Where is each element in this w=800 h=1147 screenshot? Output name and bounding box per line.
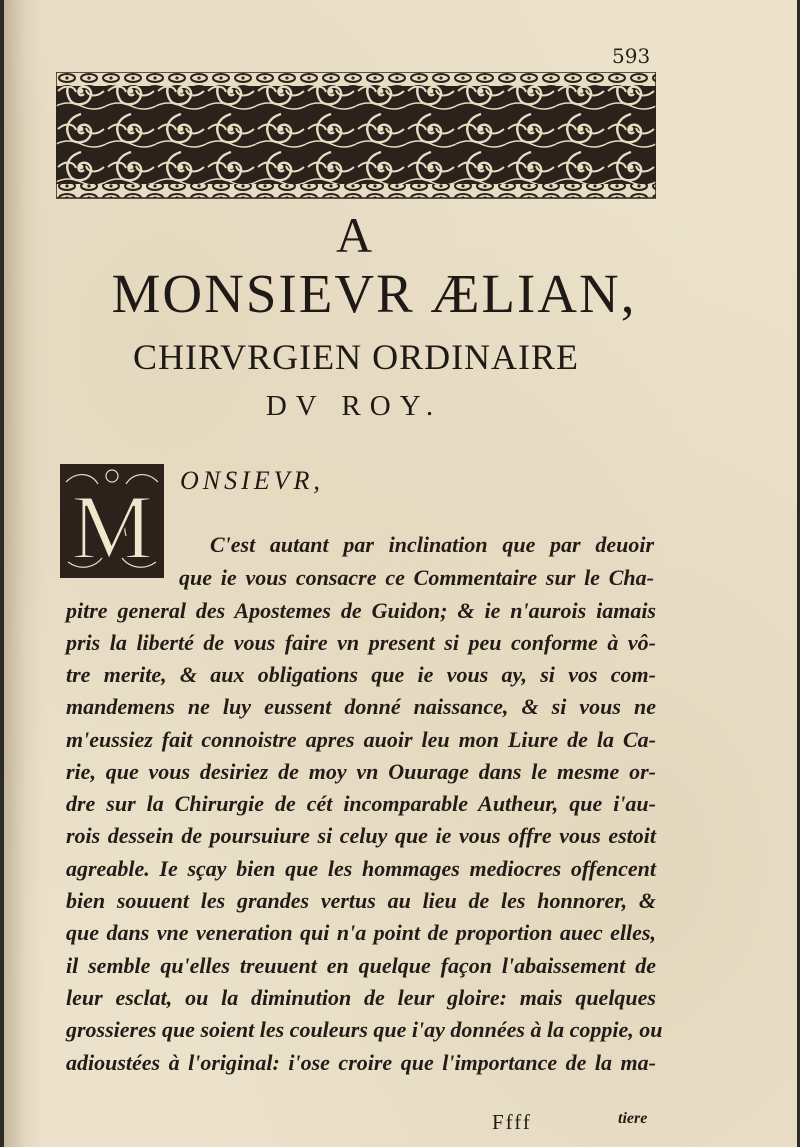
- body-line: rie, que vous desiriez de moy vn Ouurage dans le mesme or-: [66, 759, 656, 784]
- body-line: que ie vous consacre ce Commentaire sur le Cha-: [179, 565, 654, 590]
- body-line: m'eussiez fait connoistre apres auoir leu mon Liure de la Ca-: [66, 727, 656, 752]
- drop-cap-m: [58, 462, 166, 580]
- page-number: 593: [612, 44, 651, 68]
- signature-mark: Ffff: [492, 1110, 532, 1134]
- body-line: mandemens ne luy eussent donné naissance, & si vous ne: [66, 694, 656, 719]
- dedication-heading-a: A: [335, 207, 373, 263]
- body-line: C'est autant par inclination que par deuoir: [210, 532, 654, 557]
- body-line: adioustées à l'original: i'ose croire que l'importance de la ma-: [66, 1050, 656, 1075]
- body-line: que dans vne veneration qui n'a point de proportion auec elles,: [66, 920, 656, 945]
- body-line: grossieres que soient les couleurs que i'ay données à la coppie, ou: [66, 1017, 663, 1042]
- dedication-heading-roy: DV ROY.: [265, 390, 443, 422]
- body-line: agreable. Ie sçay bien que les hommages mediocres offencent: [66, 856, 656, 881]
- dedication-heading-title: CHIRVRGIEN ORDINAIRE: [132, 337, 580, 377]
- body-line: leur esclat, ou la diminution de leur gloire: mais quelques: [66, 985, 656, 1010]
- dedication-heading-name: MONSIEVR ÆLIAN,: [111, 263, 637, 324]
- body-line: rois dessein de poursuiure si celuy que ie vous offre vous estoit: [66, 823, 656, 848]
- body-line: bien souuent les grandes vertus au lieu de les honnorer, &: [66, 888, 656, 913]
- salutation: ONSIEVR,: [180, 466, 324, 495]
- headpiece-ornament: [56, 72, 656, 200]
- catchword: tiere: [618, 1110, 648, 1127]
- body-line: pitre general des Apostemes de Guidon; & ie n'aurois iamais: [66, 598, 656, 623]
- book-page: [4, 0, 797, 1147]
- body-line: il semble qu'elles treuuent en quelque façon l'abaissement de: [66, 953, 656, 978]
- body-line: pris la liberté de vous faire vn present si peu conforme à vô-: [66, 630, 656, 655]
- svg-text:M: M: [71, 476, 153, 578]
- body-line: dre sur la Chirurgie de cét incomparable Autheur, que i'au-: [66, 791, 656, 816]
- body-line: tre merite, & aux obligations que ie vous ay, si vos com-: [66, 662, 656, 687]
